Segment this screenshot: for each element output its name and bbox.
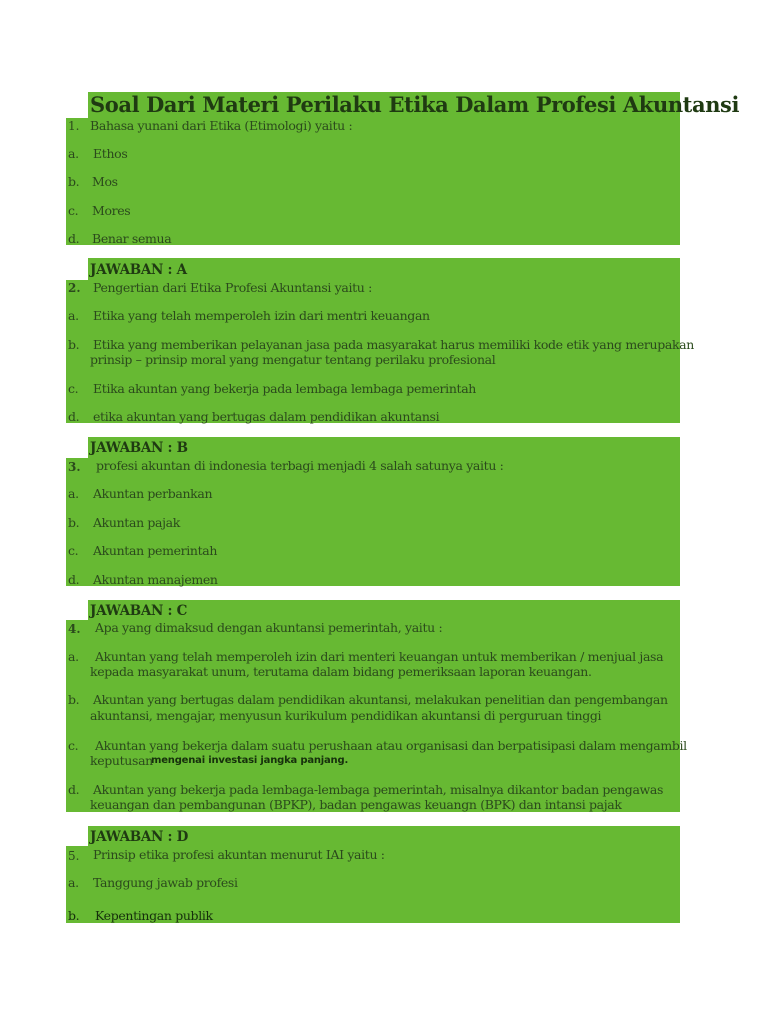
question-text: Pengertian dari Etika Profesi Akuntansi yaitu : <box>93 280 372 295</box>
option-letter: b. <box>68 515 80 530</box>
option-letter: b. <box>68 692 80 707</box>
option-letter: c. <box>68 381 79 396</box>
option-text-cont-sans: mengenai investasi jangka panjang. <box>151 755 349 766</box>
question-1-highlight <box>66 118 680 245</box>
question-number: 2. <box>68 281 81 295</box>
question-number: 4. <box>68 622 81 636</box>
option-text: Ethos <box>93 146 128 161</box>
option-text: Etika yang telah memperoleh izin dari mentri keuangan <box>93 308 430 323</box>
option-letter: c. <box>68 738 79 753</box>
option-letter: a. <box>68 146 79 161</box>
option-letter: c. <box>68 203 79 218</box>
option-letter: a. <box>68 486 79 501</box>
option-text-cont: keuangan dan pembangunan (BPKP), badan pengawas keuangn (BPK) dan intansi pajak <box>90 797 622 812</box>
question-text: profesi akuntan di indonesia terbagi menjadi 4 salah satunya yaitu : <box>96 458 504 473</box>
option-letter: a. <box>68 875 79 890</box>
answer-label: JAWABAN : B <box>90 440 188 456</box>
answer-label: JAWABAN : A <box>90 262 187 278</box>
page-title: Soal Dari Materi Perilaku Etika Dalam Profesi Akuntansi <box>90 92 740 117</box>
question-number: 5. <box>68 849 80 863</box>
option-text-cont: akuntansi, mengajar, menyusun kurikulum pendidikan akuntansi di perguruan tinggi <box>90 708 602 723</box>
option-text-cont: kepada masyarakat unum, terutama dalam bidang pemeriksaan laporan keuangan. <box>90 664 592 679</box>
option-text: Akuntan yang telah memperoleh izin dari menteri keuangan untuk memberikan / menjual jasa <box>95 649 664 664</box>
option-letter: d. <box>68 572 80 587</box>
option-text: Akuntan yang bekerja dalam suatu perushaan atau organisasi dan berpatisipasi dalam mengambil <box>95 738 687 753</box>
question-text: Apa yang dimaksud dengan akuntansi pemerintah, yaitu : <box>95 620 443 635</box>
answer-label: JAWABAN : C <box>90 603 188 619</box>
option-text: Etika yang memberikan pelayanan jasa pada masyarakat harus memiliki kode etik yang merupakan <box>93 337 694 352</box>
option-text: Mos <box>92 174 118 189</box>
option-text-cont: keputusan <box>90 753 153 768</box>
option-text: Kepentingan publik <box>95 908 213 923</box>
option-text: Etika akuntan yang bekerja pada lembaga lembaga pemerintah <box>93 381 477 396</box>
option-text: Akuntan yang bertugas dalam pendidikan akuntansi, melakukan penelitian dan pengembangan <box>93 692 668 707</box>
answer-label: JAWABAN : D <box>90 829 188 845</box>
option-letter: b. <box>68 174 80 189</box>
option-text: Akuntan pajak <box>93 515 181 530</box>
option-text: Akuntan manajemen <box>93 572 218 587</box>
option-letter: d. <box>68 409 80 424</box>
option-text: Tanggung jawab profesi <box>93 875 238 890</box>
question-number: 1. <box>68 119 80 133</box>
option-text: Mores <box>92 203 131 218</box>
option-letter: c. <box>68 543 79 558</box>
option-text: Akuntan perbankan <box>93 486 213 501</box>
option-letter: b. <box>68 908 80 923</box>
option-text: Akuntan yang bekerja pada lembaga-lembaga pemerintah, misalnya dikantor badan pengawas <box>93 782 664 797</box>
question-text: Prinsip etika profesi akuntan menurut IAI yaitu : <box>93 847 385 862</box>
option-text: Benar semua <box>92 231 172 246</box>
option-letter: a. <box>68 649 79 664</box>
question-text: Bahasa yunani dari Etika (Etimologi) yaitu : <box>90 118 353 133</box>
option-text: etika akuntan yang bertugas dalam pendidikan akuntansi <box>93 409 440 424</box>
option-letter: b. <box>68 337 80 352</box>
option-letter: d. <box>68 231 80 246</box>
option-text-cont: prinsip – prinsip moral yang mengatur tentang perilaku profesional <box>90 352 496 367</box>
option-letter: d. <box>68 782 80 797</box>
option-text: Akuntan pemerintah <box>93 543 218 558</box>
option-letter: a. <box>68 308 79 323</box>
question-number: 3. <box>68 460 81 474</box>
